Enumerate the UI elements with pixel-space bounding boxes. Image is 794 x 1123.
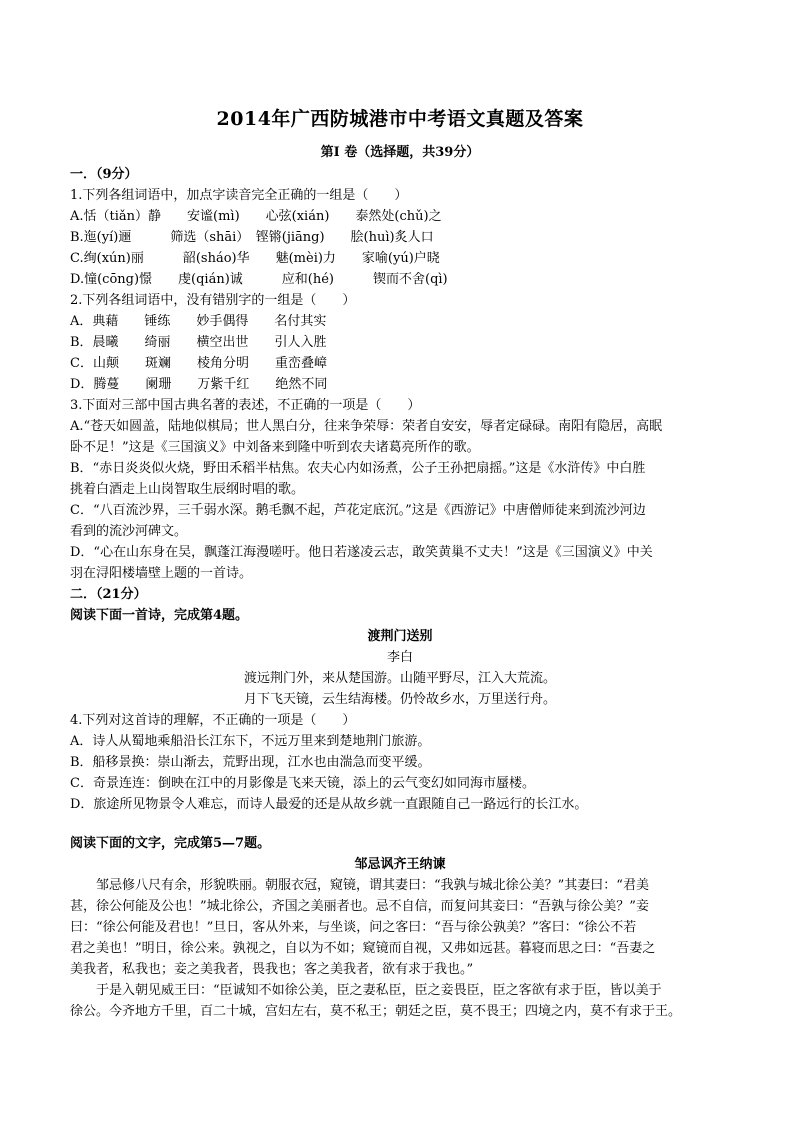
- question-stem: 4.下列对这首诗的理解，不正确的一项是（ ）: [70, 713, 356, 728]
- part-subtitle: 第Ⅰ 卷（选择题，共39分）: [320, 145, 480, 160]
- option-d: D.憧(cōng)憬 虔(qián)诚 应和(hé) 锲而不舍(qì): [70, 272, 448, 287]
- question-stem: 1.下列各组词语中，加点字读音完全正确的一组是（ ）: [70, 188, 408, 203]
- reading-2-intro: 阅读下面的文字，完成第5—7题。: [70, 836, 271, 851]
- reading-1-intro: 阅读下面一首诗，完成第4题。: [70, 608, 249, 623]
- poem-line-2: 月下飞天镜，云生结海楼。仍怜故乡水，万里送行舟。: [243, 692, 556, 707]
- option-b: B．晨曦 绮丽 横空出世 引人入胜: [70, 335, 327, 350]
- option-c: C．奇景连连：倒映在江中的月影像是飞来天镜，添上的云气变幻如同海市蜃楼。: [70, 776, 535, 791]
- option-c-line-2: 看到的流沙河碑文。: [70, 524, 188, 539]
- option-c-line-1: C．“八百流沙界，三千弱水深。鹅毛飘不起，芦花定底沉。”这是《西游记》中唐僧师徒来到流沙河边: [70, 503, 646, 518]
- passage-line: 徐公。今齐地方千里，百二十城，宫妇左右，莫不私王；朝廷之臣，莫不畏王；四境之内，莫不有求于王。: [70, 1004, 682, 1019]
- passage-line: 甚，徐公何能及公也！”城北徐公，齐国之美丽者也。忌不自信，而复问其妾曰：“吾孰与徐公美？”妾: [70, 899, 649, 914]
- option-a: A．典藉 锤练 妙手偶得 名付其实: [70, 314, 327, 329]
- passage-title: 邹忌讽齐王纳谏: [354, 857, 446, 872]
- option-b: B．船移景换：崇山渐去，荒野出现，江水也由湍急而变平缓。: [70, 755, 431, 770]
- option-a-line-1: A.“苍天如圆盖，陆地似棋局；世人黑白分，往来争荣辱：荣者自安安，辱者定碌碌。南阳有隐居，高眠: [70, 419, 663, 434]
- option-d: D．腾蔓 阑珊 万紫千红 绝然不同: [70, 377, 328, 392]
- option-c: C.绚(xún)丽 韶(sháo)华 魅(mèi)力 家喻(yú)户晓: [70, 251, 440, 266]
- option-c: C．山颠 斑斓 棱角分明 重峦叠嶂: [70, 356, 327, 371]
- passage-line: 美我者，私我也；妾之美我者，畏我也；客之美我者，欲有求于我也。”: [70, 962, 474, 977]
- section-2-heading: 二．（21分）: [70, 587, 147, 602]
- exam-page: [70, 100, 730, 1022]
- passage-line: 于是入朝见威王曰：“臣诚知不如徐公美，臣之妻私臣，臣之妾畏臣，臣之客欲有求于臣，皆以美于: [96, 983, 662, 998]
- option-d-line-2: 羽在浔阳楼墙壁上题的一首诗。: [70, 566, 253, 581]
- option-d-line-1: D．“心在山东身在吴，飘蓬江海漫嗟吁。他日若遂凌云志，敢笑黄巢不丈夫！”这是《三国演义》中关: [70, 545, 653, 560]
- question-1: [70, 185, 730, 290]
- question-stem: 2.下列各组词语中，没有错别字的一组是（ ）: [70, 293, 356, 308]
- passage: [70, 854, 730, 1022]
- option-a: A．诗人从蜀地乘船沿长江东下，不远万里来到楚地荆门旅游。: [70, 734, 431, 749]
- option-b-line-2: 挑着白酒走上山岗智取生辰纲时唱的歌。: [70, 482, 305, 497]
- passage-line: 邹忌修八尺有余，形貌昳丽。朝服衣冠，窥镜，谓其妻曰：“我孰与城北徐公美？”其妻曰：“君美: [96, 878, 649, 893]
- poem-author: 李白: [386, 650, 413, 665]
- question-3: [70, 395, 730, 584]
- question-2: [70, 290, 730, 395]
- question-4: [70, 710, 730, 815]
- passage-line: 君之美也！”明日，徐公来。孰视之，自以为不如；窥镜而自视，又弗如远甚。暮寝而思之曰：“吾妻之: [70, 941, 656, 956]
- passage-line: 曰：“徐公何能及君也！”旦日，客从外来，与坐谈，问之客曰：“吾与徐公孰美？”客曰：“徐公不若: [70, 920, 637, 935]
- section-1-heading: 一．（9分）: [70, 167, 138, 182]
- poem-title: 渡荆门送别: [367, 629, 433, 644]
- option-d: D．旅途所见物景令人难忘，而诗人最爱的还是从故乡就一直跟随自己一路远行的长江水。: [70, 797, 588, 812]
- option-b: B.迤(yí)逦 筛选（shāi） 铿锵(jiāng) 脍(huì)炙人口: [70, 230, 434, 245]
- poem-line-1: 渡远荆门外，来从楚国游。山随平野尽，江入大荒流。: [243, 671, 556, 686]
- spacer: [70, 815, 730, 833]
- question-stem: 3.下面对三部中国古典名著的表述，不正确的一项是（ ）: [70, 398, 421, 413]
- option-b-line-1: B．“赤日炎炎似火烧，野田禾稻半枯焦。农夫心内如汤煮，公子王孙把扇摇。”这是《水浒传》中白胜: [70, 461, 646, 476]
- page-title: 2014年广西防城港市中考语文真题及答案: [216, 108, 584, 130]
- option-a-line-2: 卧不足！”这是《三国演义》中刘备来到隆中听到农夫诸葛亮所作的歌。: [70, 440, 480, 455]
- poem: [70, 626, 730, 710]
- option-a: A.恬（tiǎn）静 安谧(mì) 心弦(xián) 泰然处(chǔ)之: [70, 209, 442, 224]
